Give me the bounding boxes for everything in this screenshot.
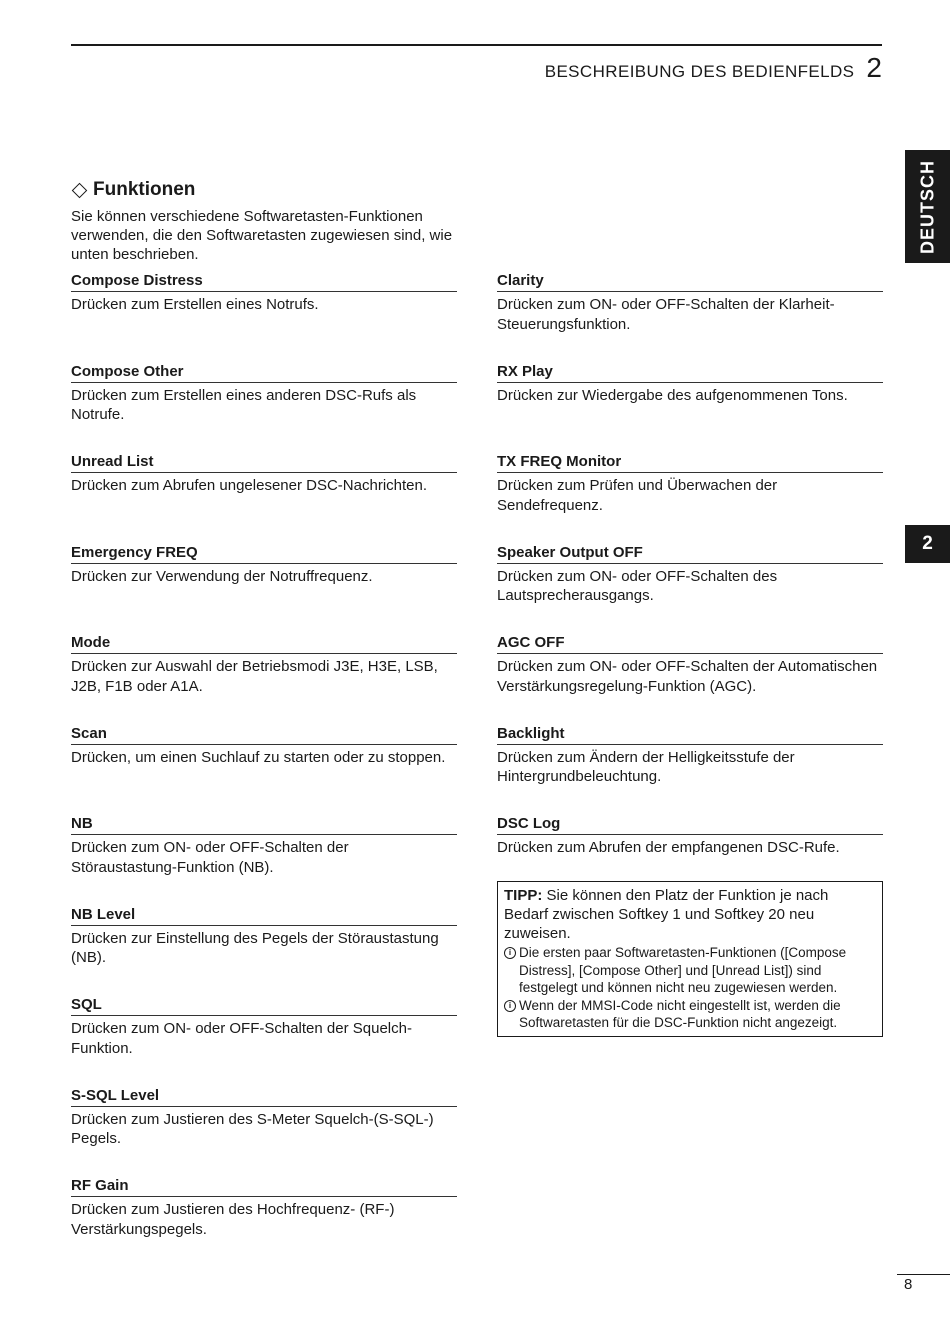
item-description: Drücken zum Abrufen ungelesener DSC-Nachrichten.	[71, 477, 428, 494]
item-title: Clarity	[497, 272, 883, 292]
item-title: S-SQL Level	[71, 1087, 457, 1107]
info-icon: i	[504, 947, 516, 959]
item-description: Drücken zur Wiedergabe des aufgenommenen Tons.	[497, 386, 848, 404]
list-item	[497, 544, 883, 635]
item-title: Compose Distress	[71, 272, 457, 292]
list-item	[71, 453, 457, 544]
info-icon: i	[504, 1000, 516, 1012]
tip-note-text: Die ersten paar Softwaretasten-Funktionen ([Compose Distress], [Compose Other] und [Unread List]) sind festgelegt und können nicht neu zugewiesen werden.	[519, 945, 847, 995]
item-title: Emergency FREQ	[71, 544, 457, 564]
item-description: Drücken zur Verwendung der Notruffrequenz.	[71, 567, 373, 585]
item-description: Drücken zum Ändern der Helligkeitsstufe der Hintergrundbeleuchtung.	[497, 748, 795, 785]
tip-text	[504, 886, 876, 943]
tip-body: Sie können den Platz der Funktion je nach Bedarf zwischen Softkey 1 und Softkey 20 neu zuweisen.	[504, 887, 829, 942]
section-heading	[71, 179, 457, 201]
header-rule	[71, 44, 882, 46]
page-header	[545, 52, 882, 84]
list-item	[497, 272, 883, 363]
item-description: Drücken zum Justieren des S-Meter Squelch-(S-SQL-) Pegels.	[71, 1110, 434, 1147]
language-tab	[905, 150, 950, 263]
item-title: Backlight	[497, 725, 883, 745]
left-column	[71, 272, 457, 1268]
item-description: Drücken zur Einstellung des Pegels der Störaustastung (NB).	[71, 929, 439, 966]
item-title: RF Gain	[71, 1177, 457, 1197]
tip-note-text: Wenn der MMSI-Code nicht eingestellt ist, werden die Softwaretasten für die DSC-Funktion nicht angezeigt.	[519, 997, 841, 1030]
list-item	[497, 363, 883, 454]
item-title: NB	[71, 815, 457, 835]
item-description: Drücken, um einen Suchlauf zu starten oder zu stoppen.	[71, 748, 446, 766]
header-chapter-number: 2	[866, 52, 882, 83]
list-item	[71, 1177, 457, 1268]
list-item	[71, 906, 457, 997]
item-title: AGC OFF	[497, 634, 883, 654]
tip-note	[504, 944, 876, 997]
tip-box	[497, 881, 883, 1037]
item-title: TX FREQ Monitor	[497, 453, 883, 473]
item-description: Drücken zum ON- oder OFF-Schalten der Störaustastung-Funktion (NB).	[71, 839, 349, 876]
list-item	[71, 1087, 457, 1178]
list-item	[71, 363, 457, 454]
section-title: Funktionen	[93, 179, 196, 200]
list-item	[71, 544, 457, 635]
diamond-icon	[72, 182, 88, 198]
item-title: Scan	[71, 725, 457, 745]
item-title: Speaker Output OFF	[497, 544, 883, 564]
footer-rule	[897, 1274, 950, 1275]
item-description: Drücken zum Prüfen und Überwachen der Sendefrequenz.	[497, 477, 778, 514]
chapter-tab: 2	[905, 525, 950, 563]
item-description: Drücken zum ON- oder OFF-Schalten der Automatischen Verstärkungsregelung-Funktion (AGC).	[497, 658, 878, 695]
section-intro-text: Sie können verschiedene Softwaretasten-Funktionen verwenden, die den Softwaretasten zugewiesen sind, wie unten beschrieben.	[71, 208, 453, 263]
item-title: Mode	[71, 634, 457, 654]
list-item	[71, 272, 457, 363]
list-item	[71, 815, 457, 906]
language-tab-label: DEUTSCH	[917, 159, 937, 254]
list-item	[71, 634, 457, 725]
item-description: Drücken zur Auswahl der Betriebsmodi J3E, H3E, LSB, J2B, F1B oder A1A.	[71, 658, 438, 695]
item-title: NB Level	[71, 906, 457, 926]
item-description: Drücken zum ON- oder OFF-Schalten der Klarheit-Steuerungsfunktion.	[497, 296, 835, 333]
item-description: Drücken zum Justieren des Hochfrequenz- (RF-) Verstärkungspegels.	[71, 1201, 395, 1238]
page-number: 8	[904, 1276, 913, 1293]
header-title: BESCHREIBUNG DES BEDIENFELDS	[544, 62, 855, 81]
item-description: Drücken zum ON- oder OFF-Schalten des Lautsprecherausgangs.	[497, 567, 778, 604]
list-item	[497, 453, 883, 544]
item-title: SQL	[71, 996, 457, 1016]
tip-note	[504, 997, 876, 1032]
right-column	[497, 272, 883, 906]
item-title: DSC Log	[497, 815, 883, 835]
list-item	[71, 996, 457, 1087]
list-item	[497, 634, 883, 725]
item-title: Compose Other	[71, 363, 457, 383]
item-description: Drücken zum Erstellen eines anderen DSC-Rufs als Notrufe.	[71, 386, 417, 423]
list-item	[497, 725, 883, 816]
item-description: Drücken zum Abrufen der empfangenen DSC-Rufe.	[497, 839, 840, 856]
item-title: RX Play	[497, 363, 883, 383]
item-description: Drücken zum Erstellen eines Notrufs.	[71, 296, 319, 313]
section-intro	[71, 179, 457, 264]
item-description: Drücken zum ON- oder OFF-Schalten der Squelch-Funktion.	[71, 1020, 412, 1057]
item-title: Unread List	[71, 453, 457, 473]
tip-label: TIPP:	[504, 887, 543, 904]
list-item	[71, 725, 457, 816]
